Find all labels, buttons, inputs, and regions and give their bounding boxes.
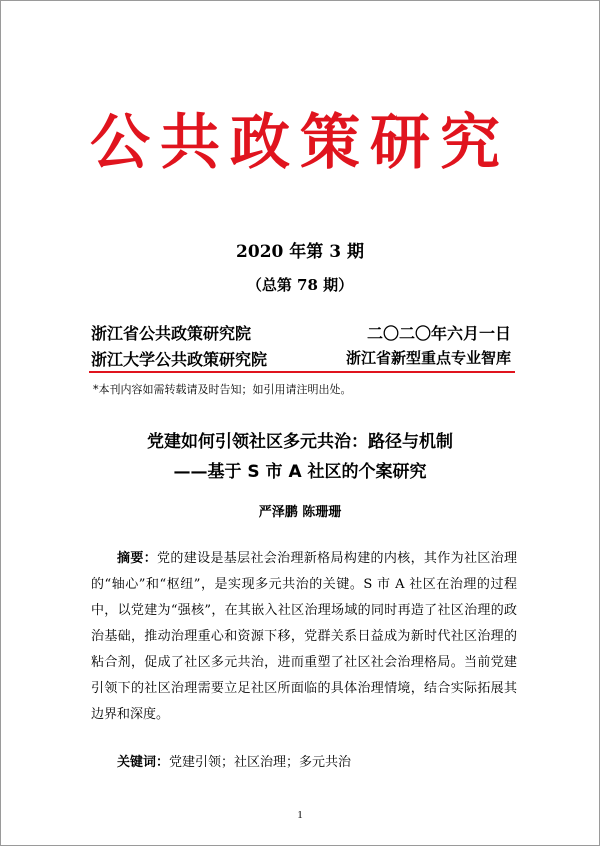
publisher-org-3: 浙江省新型重点专业智库 xyxy=(345,349,511,367)
issue-number: 2020 年第 3 期 xyxy=(236,242,364,262)
keywords-label: 关键词： xyxy=(117,755,170,770)
journal-masthead: 公共政策研究 xyxy=(90,108,510,178)
publisher-row-1 xyxy=(91,321,511,344)
total-issue-number: （总第 78 期） xyxy=(246,276,354,294)
page-number: 1 xyxy=(297,809,303,821)
article-authors: 严泽鹏 陈珊珊 xyxy=(258,505,342,520)
article-keywords xyxy=(91,750,517,776)
article-abstract xyxy=(91,546,517,728)
article-subtitle: ——基于 S 市 A 社区的个案研究 xyxy=(173,462,427,482)
publisher-row-2 xyxy=(91,347,511,370)
article-title: 党建如何引领社区多元共治：路径与机制 xyxy=(147,432,453,452)
keywords-text: 党建引领；社区治理；多元共治 xyxy=(169,755,352,770)
copyright-notice: *本刊内容如需转载请及时告知；如引用请注明出处。 xyxy=(93,383,352,396)
publication-date: 二〇二〇年六月一日 xyxy=(366,324,511,343)
abstract-label: 摘要： xyxy=(117,551,158,566)
publisher-org-1: 浙江省公共政策研究院 xyxy=(91,324,252,343)
header-divider xyxy=(89,371,515,373)
publisher-org-2: 浙江大学公共政策研究院 xyxy=(91,350,268,369)
abstract-text: 党的建设是基层社会治理新格局构建的内核，其作为社区治理的“轴心”和“枢纽”，是实现多元共治的关键。S 市 A 社区在治理的过程中，以党建为“强核”，在其嵌入社区治理场域的同时再造了社区治理的政治基础，推动治理重心和资源下移，党群关系日益成为新时代社区治理的粘合剂，促成了社区多元共治，进而重塑了社区社会治理格局。当前党建引领下的社区治理需要立足社区所面临的具体治理情境，结合实际拓展其边界和深度。 xyxy=(91,551,517,722)
